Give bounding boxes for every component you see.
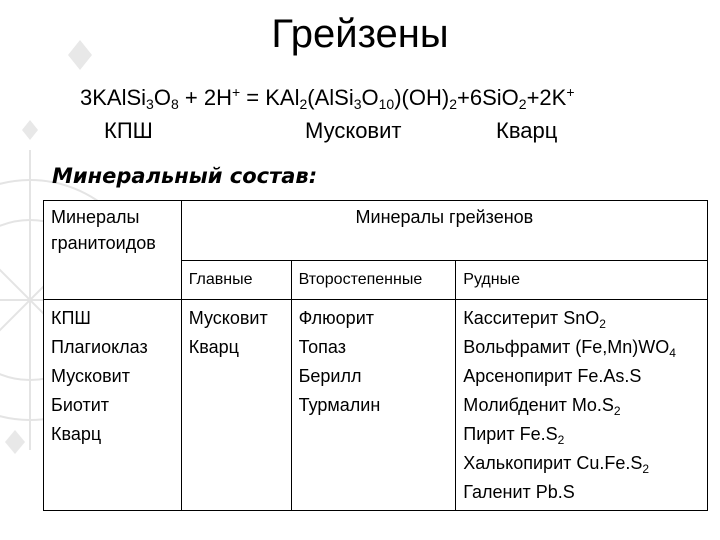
list-item: Биотит [51, 395, 110, 415]
subheader-secondary: Второстепенные [291, 261, 456, 300]
ore-mineral-item: Арсенопирит Fe.As.S [463, 366, 642, 386]
label-quartz: Кварц [496, 118, 558, 143]
secondary-minerals-cell [291, 300, 456, 511]
header-granitoid-minerals: Минералы гранитоидов [44, 201, 182, 300]
subheader-main: Главные [181, 261, 291, 300]
list-item: Мусковит [188, 308, 268, 328]
list-item: КПШ [51, 308, 91, 328]
granitoid-minerals-cell [44, 300, 182, 511]
list-item: Кварц [188, 337, 239, 357]
ore-minerals-cell [456, 300, 708, 511]
label-muscovite: Мусковит [305, 118, 402, 143]
mineral-table [43, 200, 708, 511]
mineral-composition-heading: Минеральный состав: [52, 164, 318, 188]
ore-mineral-item: Молибденит $Mo.S_2$ [463, 395, 621, 418]
ore-mineral-item: Вольфрамит $(Fe,Mn)WO_4$ [463, 337, 676, 360]
list-item: Плагиоклаз [51, 337, 148, 357]
subheader-ore: Рудные [456, 261, 708, 300]
list-item: Берилл [298, 366, 362, 386]
ore-mineral-item: Пирит $Fe.S_2$ [463, 424, 565, 447]
header-greisen-minerals: Минералы грейзенов [181, 201, 707, 261]
list-item: Мусковит [51, 366, 130, 386]
main-minerals-cell [181, 300, 291, 511]
ore-mineral-item: Галенит Pb.S [463, 482, 575, 502]
label-kpsh: КПШ [104, 118, 153, 143]
list-item: Кварц [51, 424, 102, 444]
list-item: Флюорит [298, 308, 374, 328]
ore-mineral-item: Халькопирит $Cu.Fe.S_2$ [463, 453, 650, 476]
list-item: Топаз [298, 337, 346, 357]
page-title: Грейзены [271, 12, 449, 56]
ore-mineral-item: Касситерит SnO$_2$ [463, 308, 606, 331]
list-item: Турмалин [298, 395, 381, 415]
reaction-equation: $3KAlSi_3O_8 + 2H^+$ = $KAl_2(AlSi_3O_{10})(OH)_2+6SiO_2+2K^+$ [80, 84, 575, 112]
